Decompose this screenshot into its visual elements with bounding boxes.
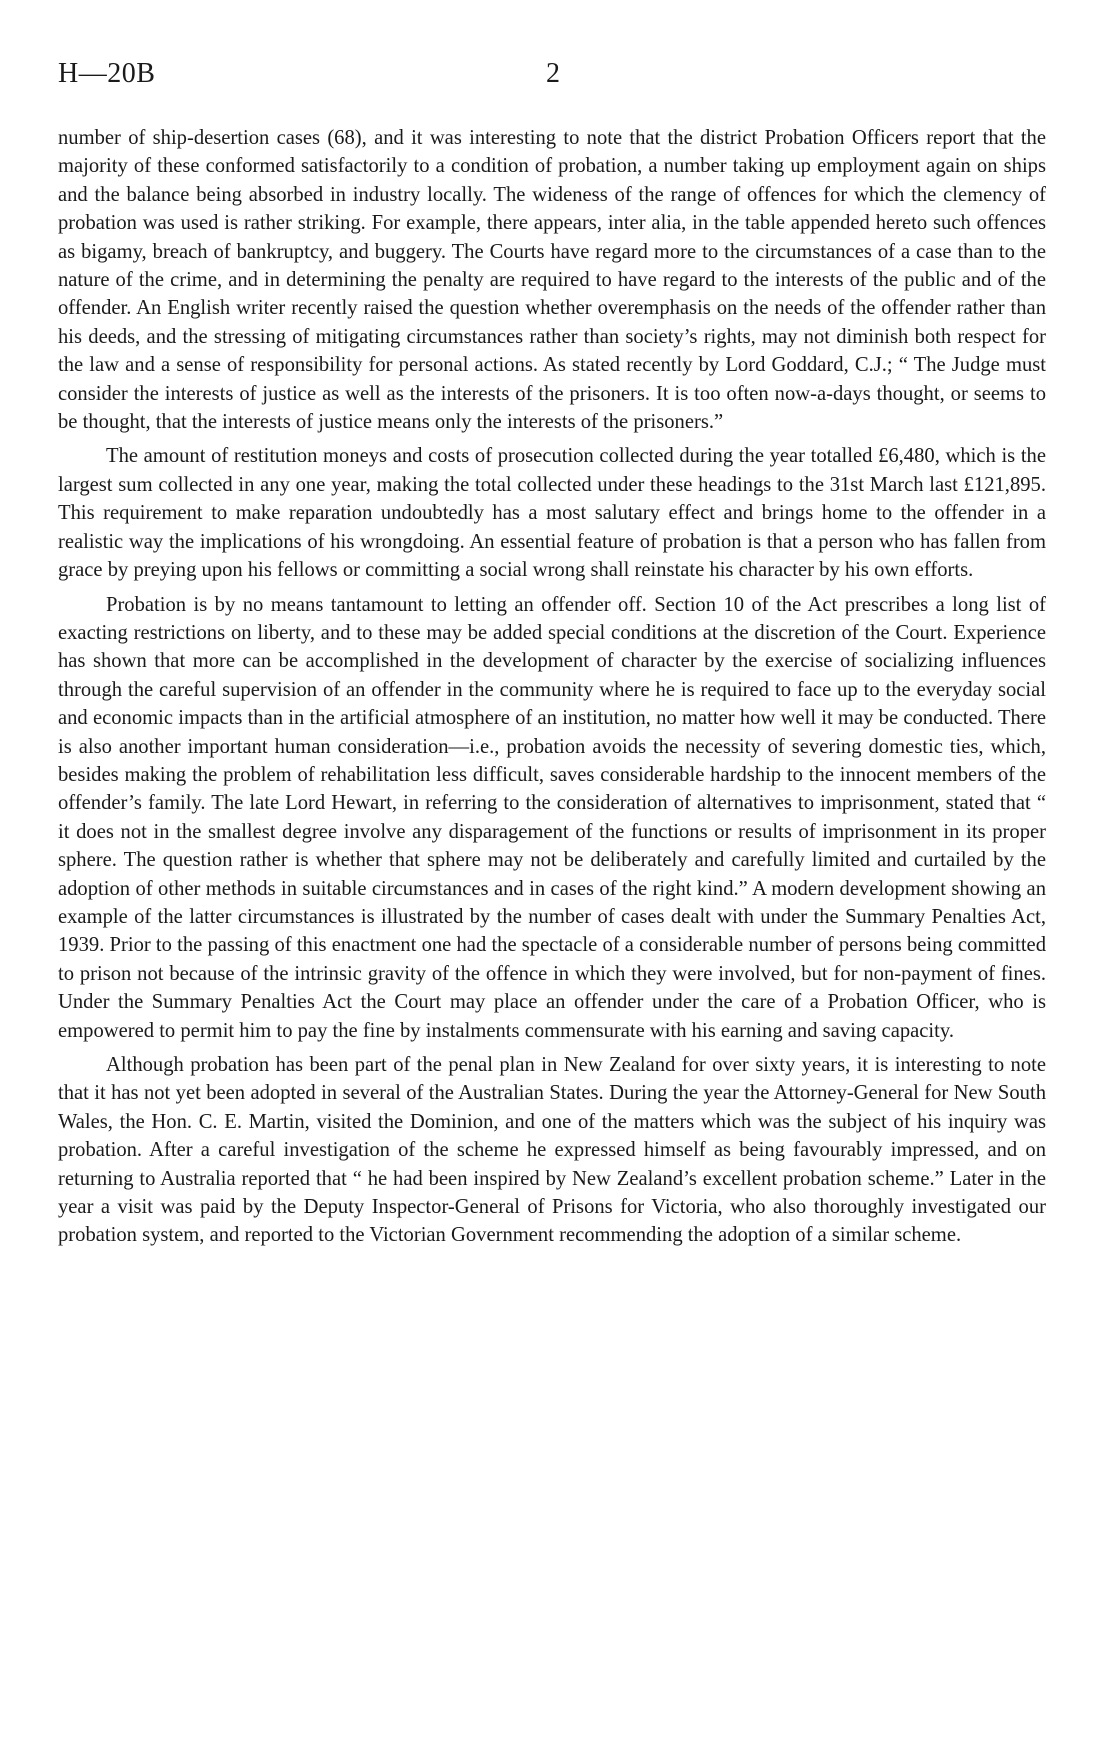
page-header [58, 58, 1046, 98]
body-text [58, 124, 1046, 1250]
paragraph-probation-restrictions: Probation is by no means tantamount to letting an offender off. Section 10 of the Act prescribes a long list of exacting restrictions on liberty, and to these may be added special conditions at the discretion of the Court. Experience has shown that more can be accomplished in the development of character by the exercise of socializing influences through the careful supervision of an offender in the community where he is required to face up to the everyday social and economic impacts than in the artificial atmosphere of an institution, no matter how well it may be conducted. There is also another important human consideration—i.e., probation avoids the necessity of severing domestic ties, which, besides making the problem of rehabilitation less difficult, saves considerable hardship to the innocent members of the offender’s family. The late Lord Hewart, in referring to the consideration of alternatives to imprisonment, stated that “ it does not in the smallest degree involve any disparagement of the functions or results of imprisonment in its proper sphere. The question rather is whether that sphere may not be deliberately and carefully limited and curtailed by the adoption of other methods in suitable circumstances and in cases of the right kind.” A modern development showing an example of the latter circumstances is illustrated by the number of cases dealt with under the Summary Penalties Act, 1939. Prior to the passing of this enactment one had the spectacle of a considerable number of persons being committed to prison not because of the intrinsic gravity of the offence in which they were involved, but for non-payment of fines. Under the Summary Penalties Act the Court may place an offender under the care of a Probation Officer, who is empowered to permit him to pay the fine by instalments commensurate with his earning and saving capacity. [58, 593, 1046, 1042]
document-page [58, 58, 1046, 1256]
paragraph-australian-states: Although probation has been part of the penal plan in New Zealand for over sixty years, it is interesting to note that it has not yet been adopted in several of the Australian States. During the year the Attorney-General for New South Wales, the Hon. C. E. Martin, visited the Dominion, and one of the matters which was the subject of his inquiry was probation. After a careful investigation of the scheme he expressed himself as being favourably impressed, and on returning to Australia reported that “ he had been inspired by New Zealand’s excellent probation scheme.” Later in the year a visit was paid by the Deputy Inspector-General of Prisons for Victoria, who also thoroughly investigated our probation system, and reported to the Victorian Government recommending the adoption of a similar scheme. [58, 1054, 1046, 1247]
page-number: 2 [546, 58, 560, 89]
paragraph-restitution: The amount of restitution moneys and costs of prosecution collected during the year totalled £6,480, which is the largest sum collected in any one year, making the total collected under these headings to the 31st March last £121,895. This requirement to make reparation undoubtedly has a most salutary effect and brings home to the offender in a realistic way the implications of his wrongdoing. An essential feature of probation is that a person who has fallen from grace by preying upon his fellows or committing a social wrong shall reinstate his character by his own efforts. [58, 445, 1046, 582]
document-reference: H—20B [58, 58, 156, 89]
paragraph-ship-desertion: number of ship-desertion cases (68), and it was interesting to note that the district Probation Officers report that the majority of these conformed satisfactorily to a condition of probation, a number taking up employment again on ships and the balance being absorbed in industry locally. The wideness of the range of offences for which the clemency of probation was used is rather striking. For example, there appears, inter alia, in the table appended hereto such offences as bigamy, breach of bankruptcy, and buggery. The Courts have regard more to the circumstances of a case than to the nature of the crime, and in determining the penalty are required to have regard to the interests of the public and of the offender. An English writer recently raised the question whether overemphasis on the needs of the offender rather than his deeds, and the stressing of mitigating circumstances rather than society’s rights, may not diminish both respect for the law and a sense of responsibility for personal actions. As stated recently by Lord Goddard, C.J.; “ The Judge must consider the interests of justice as well as the interests of the prisoners. It is too often now-a-days thought, or seems to be thought, that the interests of justice means only the interests of the prisoners.” [58, 127, 1046, 434]
